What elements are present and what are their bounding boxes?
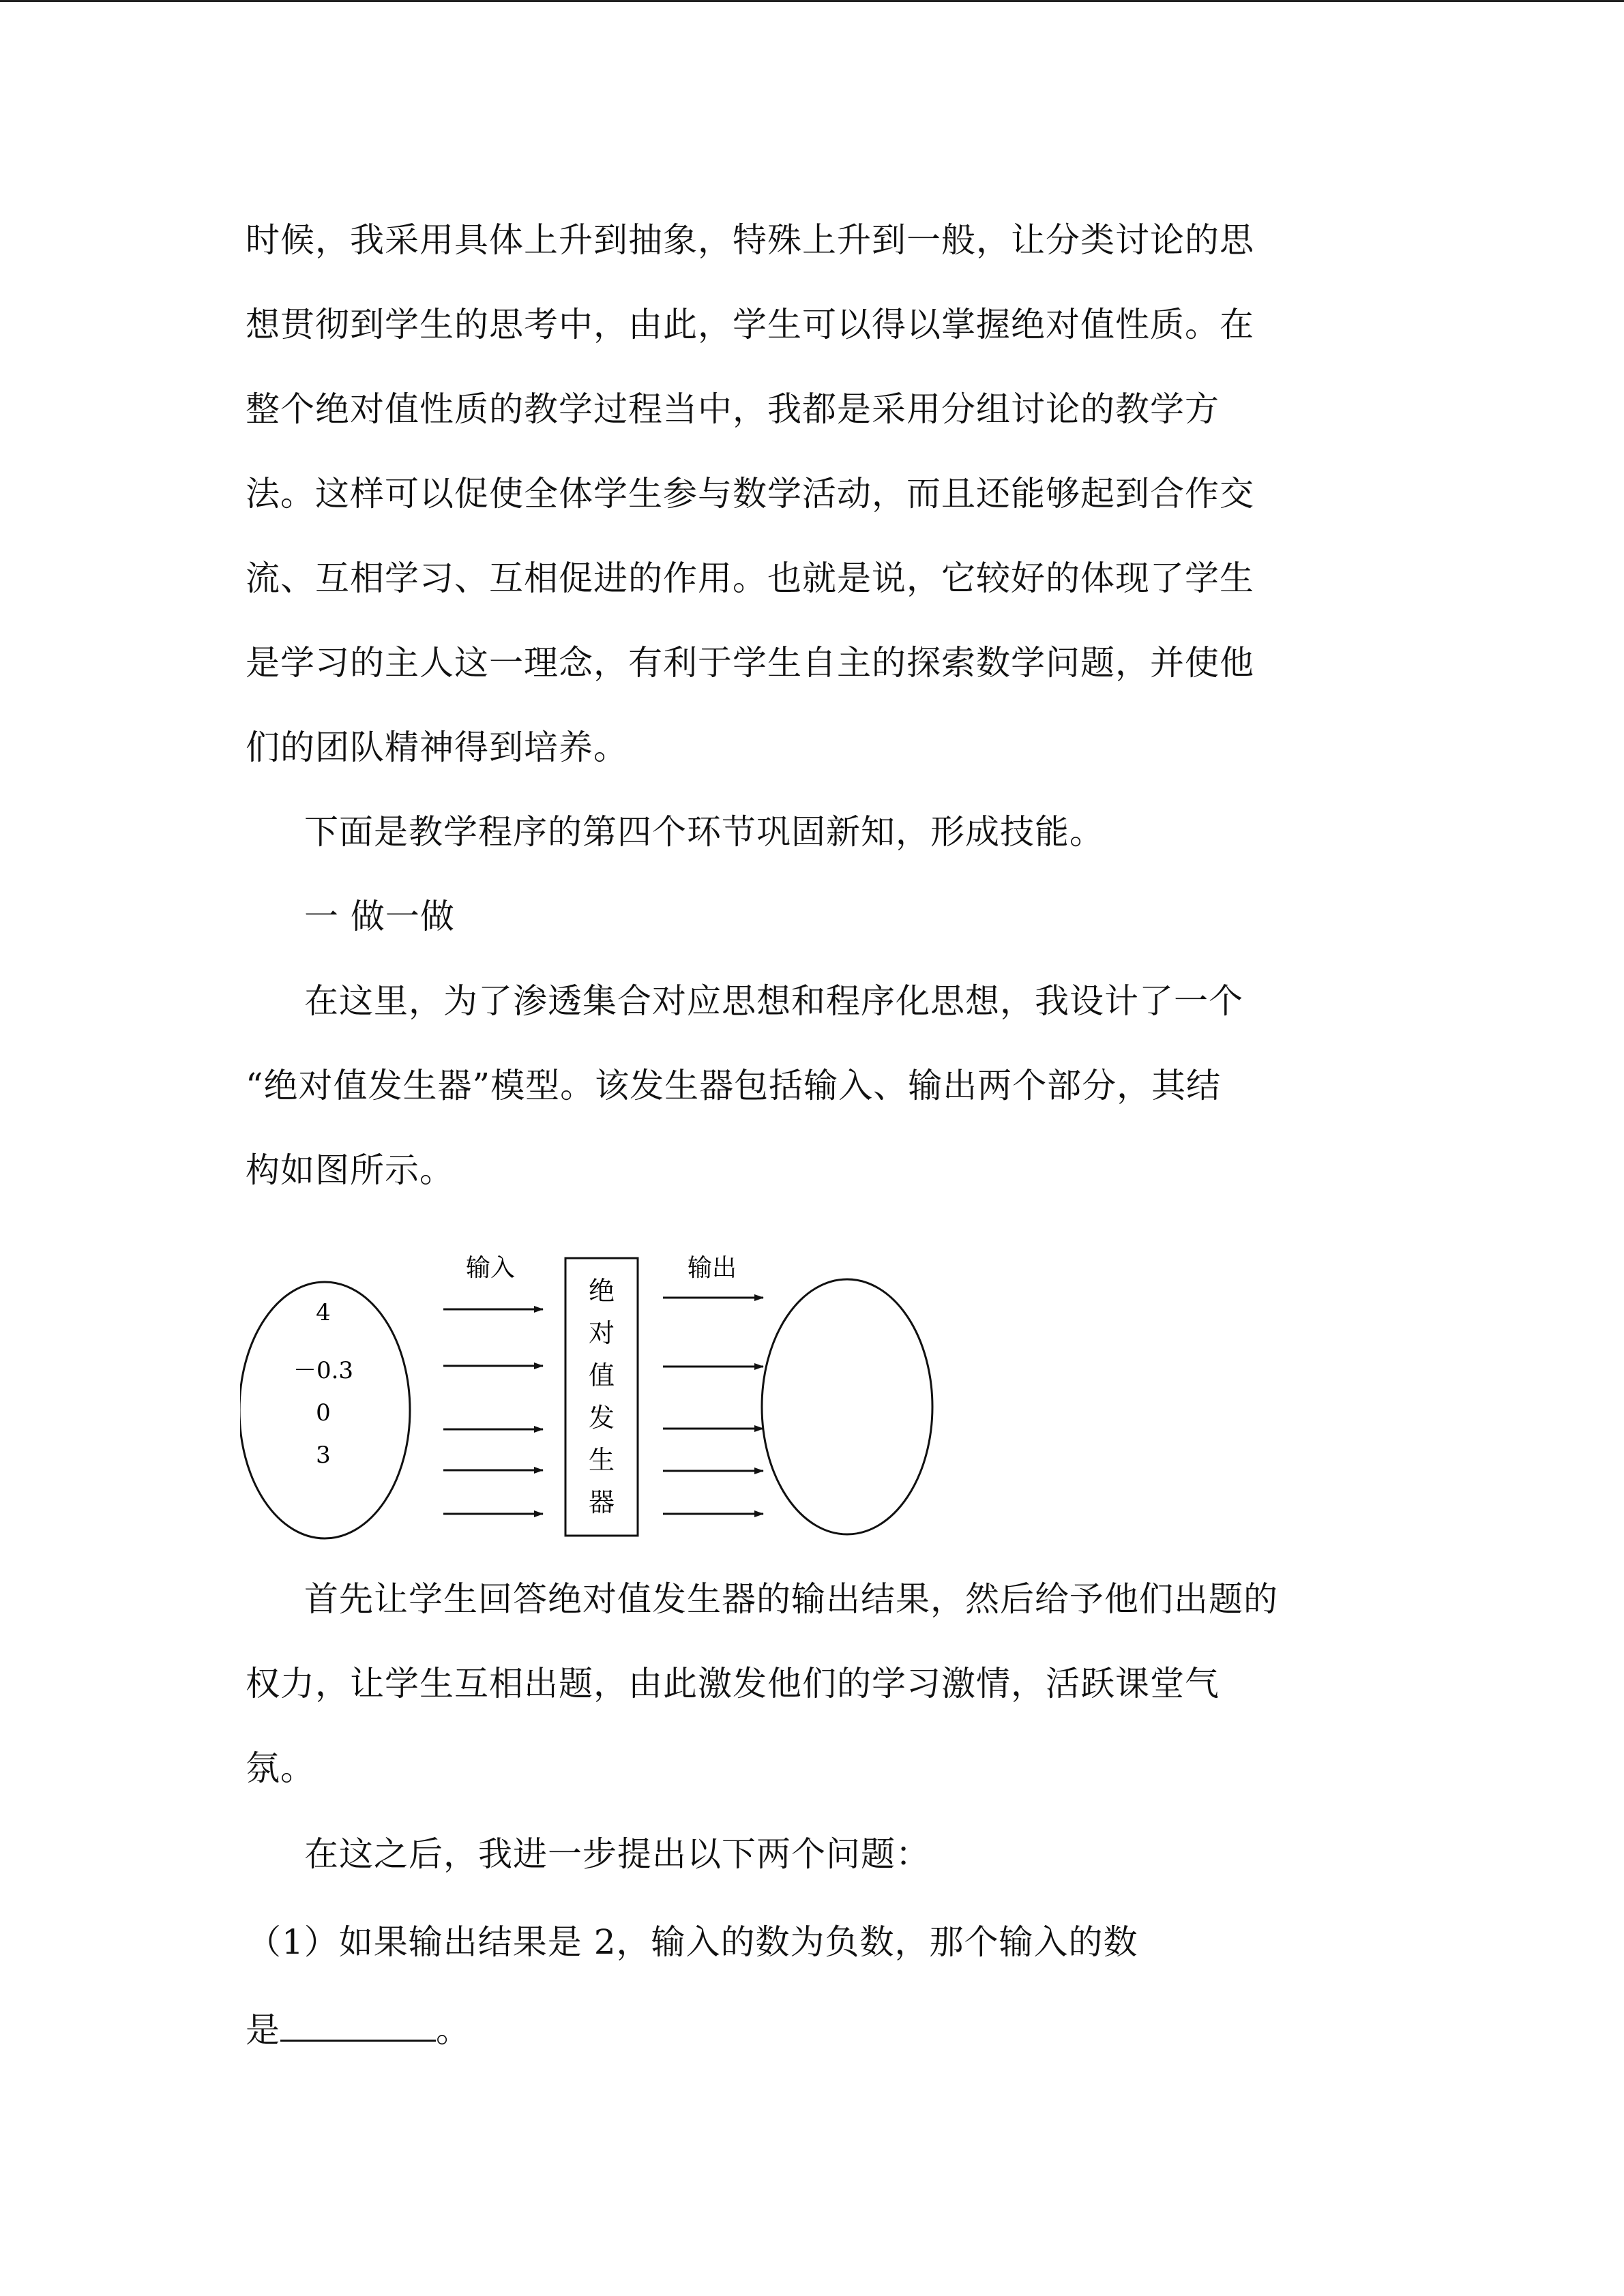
text-line: 在这里，为了渗透集合对应思想和程序化思想，我设计了一个 bbox=[304, 981, 1243, 1021]
output-arrows bbox=[663, 1298, 763, 1514]
answer-blank[interactable] bbox=[280, 2007, 436, 2042]
text-line: 想贯彻到学生的思考中，由此，学生可以得以掌握绝对值性质。在 bbox=[246, 305, 1254, 344]
absolute-value-generator-diagram bbox=[240, 1241, 963, 1548]
generator-char: 器 bbox=[588, 1487, 615, 1517]
output-set-ellipse bbox=[762, 1279, 932, 1534]
generator-char: 发 bbox=[588, 1403, 615, 1433]
generator-char: 生 bbox=[588, 1445, 615, 1475]
section-heading: 一 做一做 bbox=[304, 897, 455, 936]
text-line: 是学习的主人这一理念，有利于学生自主的探索数学问题，并使他 bbox=[246, 643, 1254, 683]
input-arrows bbox=[443, 1309, 543, 1514]
generator-char: 值 bbox=[588, 1360, 615, 1390]
question-suffix: 。 bbox=[436, 2010, 471, 2050]
input-value: 0 bbox=[316, 1399, 331, 1427]
text-line: 首先让学生回答绝对值发生器的输出结果，然后给予他们出题的 bbox=[304, 1579, 1278, 1619]
input-label: 输入 bbox=[465, 1254, 516, 1282]
paragraph-2: 下面是教学程序的第四个环节巩固新知，形成技能。 bbox=[304, 812, 1104, 852]
text-line: 构如图所示。 bbox=[246, 1150, 454, 1190]
output-label: 输出 bbox=[687, 1254, 737, 1282]
question-prefix: 是 bbox=[246, 2010, 280, 2050]
question-answer-line bbox=[246, 2007, 471, 2051]
generator-char: 对 bbox=[588, 1318, 615, 1348]
input-value: －0.3 bbox=[293, 1357, 354, 1384]
text-line: 氛。 bbox=[246, 1748, 315, 1788]
input-value: 4 bbox=[316, 1299, 331, 1326]
input-value: 3 bbox=[316, 1442, 331, 1469]
text-line: 们的团队精神得到培养。 bbox=[246, 728, 628, 767]
text-line: 法。这样可以促使全体学生参与数学活动，而且还能够起到合作交 bbox=[246, 474, 1254, 513]
generator-char: 绝 bbox=[588, 1276, 615, 1306]
text-line: 整个绝对值性质的教学过程当中，我都是采用分组讨论的教学方 bbox=[246, 389, 1220, 429]
text-line: “绝对值发生器”模型。该发生器包括输入、输出两个部分，其结 bbox=[246, 1066, 1222, 1105]
paragraph-5: 在这之后，我进一步提出以下两个问题： bbox=[304, 1834, 930, 1874]
page-top-border bbox=[0, 0, 1624, 2]
text-line: 流、互相学习、互相促进的作用。也就是说，它较好的体现了学生 bbox=[246, 558, 1254, 598]
text-line: 权力，让学生互相出题，由此激发他们的学习激情，活跃课堂气 bbox=[246, 1664, 1220, 1703]
question-text: （1）如果输出结果是 2，输入的数为负数，那个输入的数 bbox=[247, 1922, 1138, 1962]
text-line: 时候，我采用具体上升到抽象，特殊上升到一般，让分类讨论的思 bbox=[246, 220, 1254, 260]
